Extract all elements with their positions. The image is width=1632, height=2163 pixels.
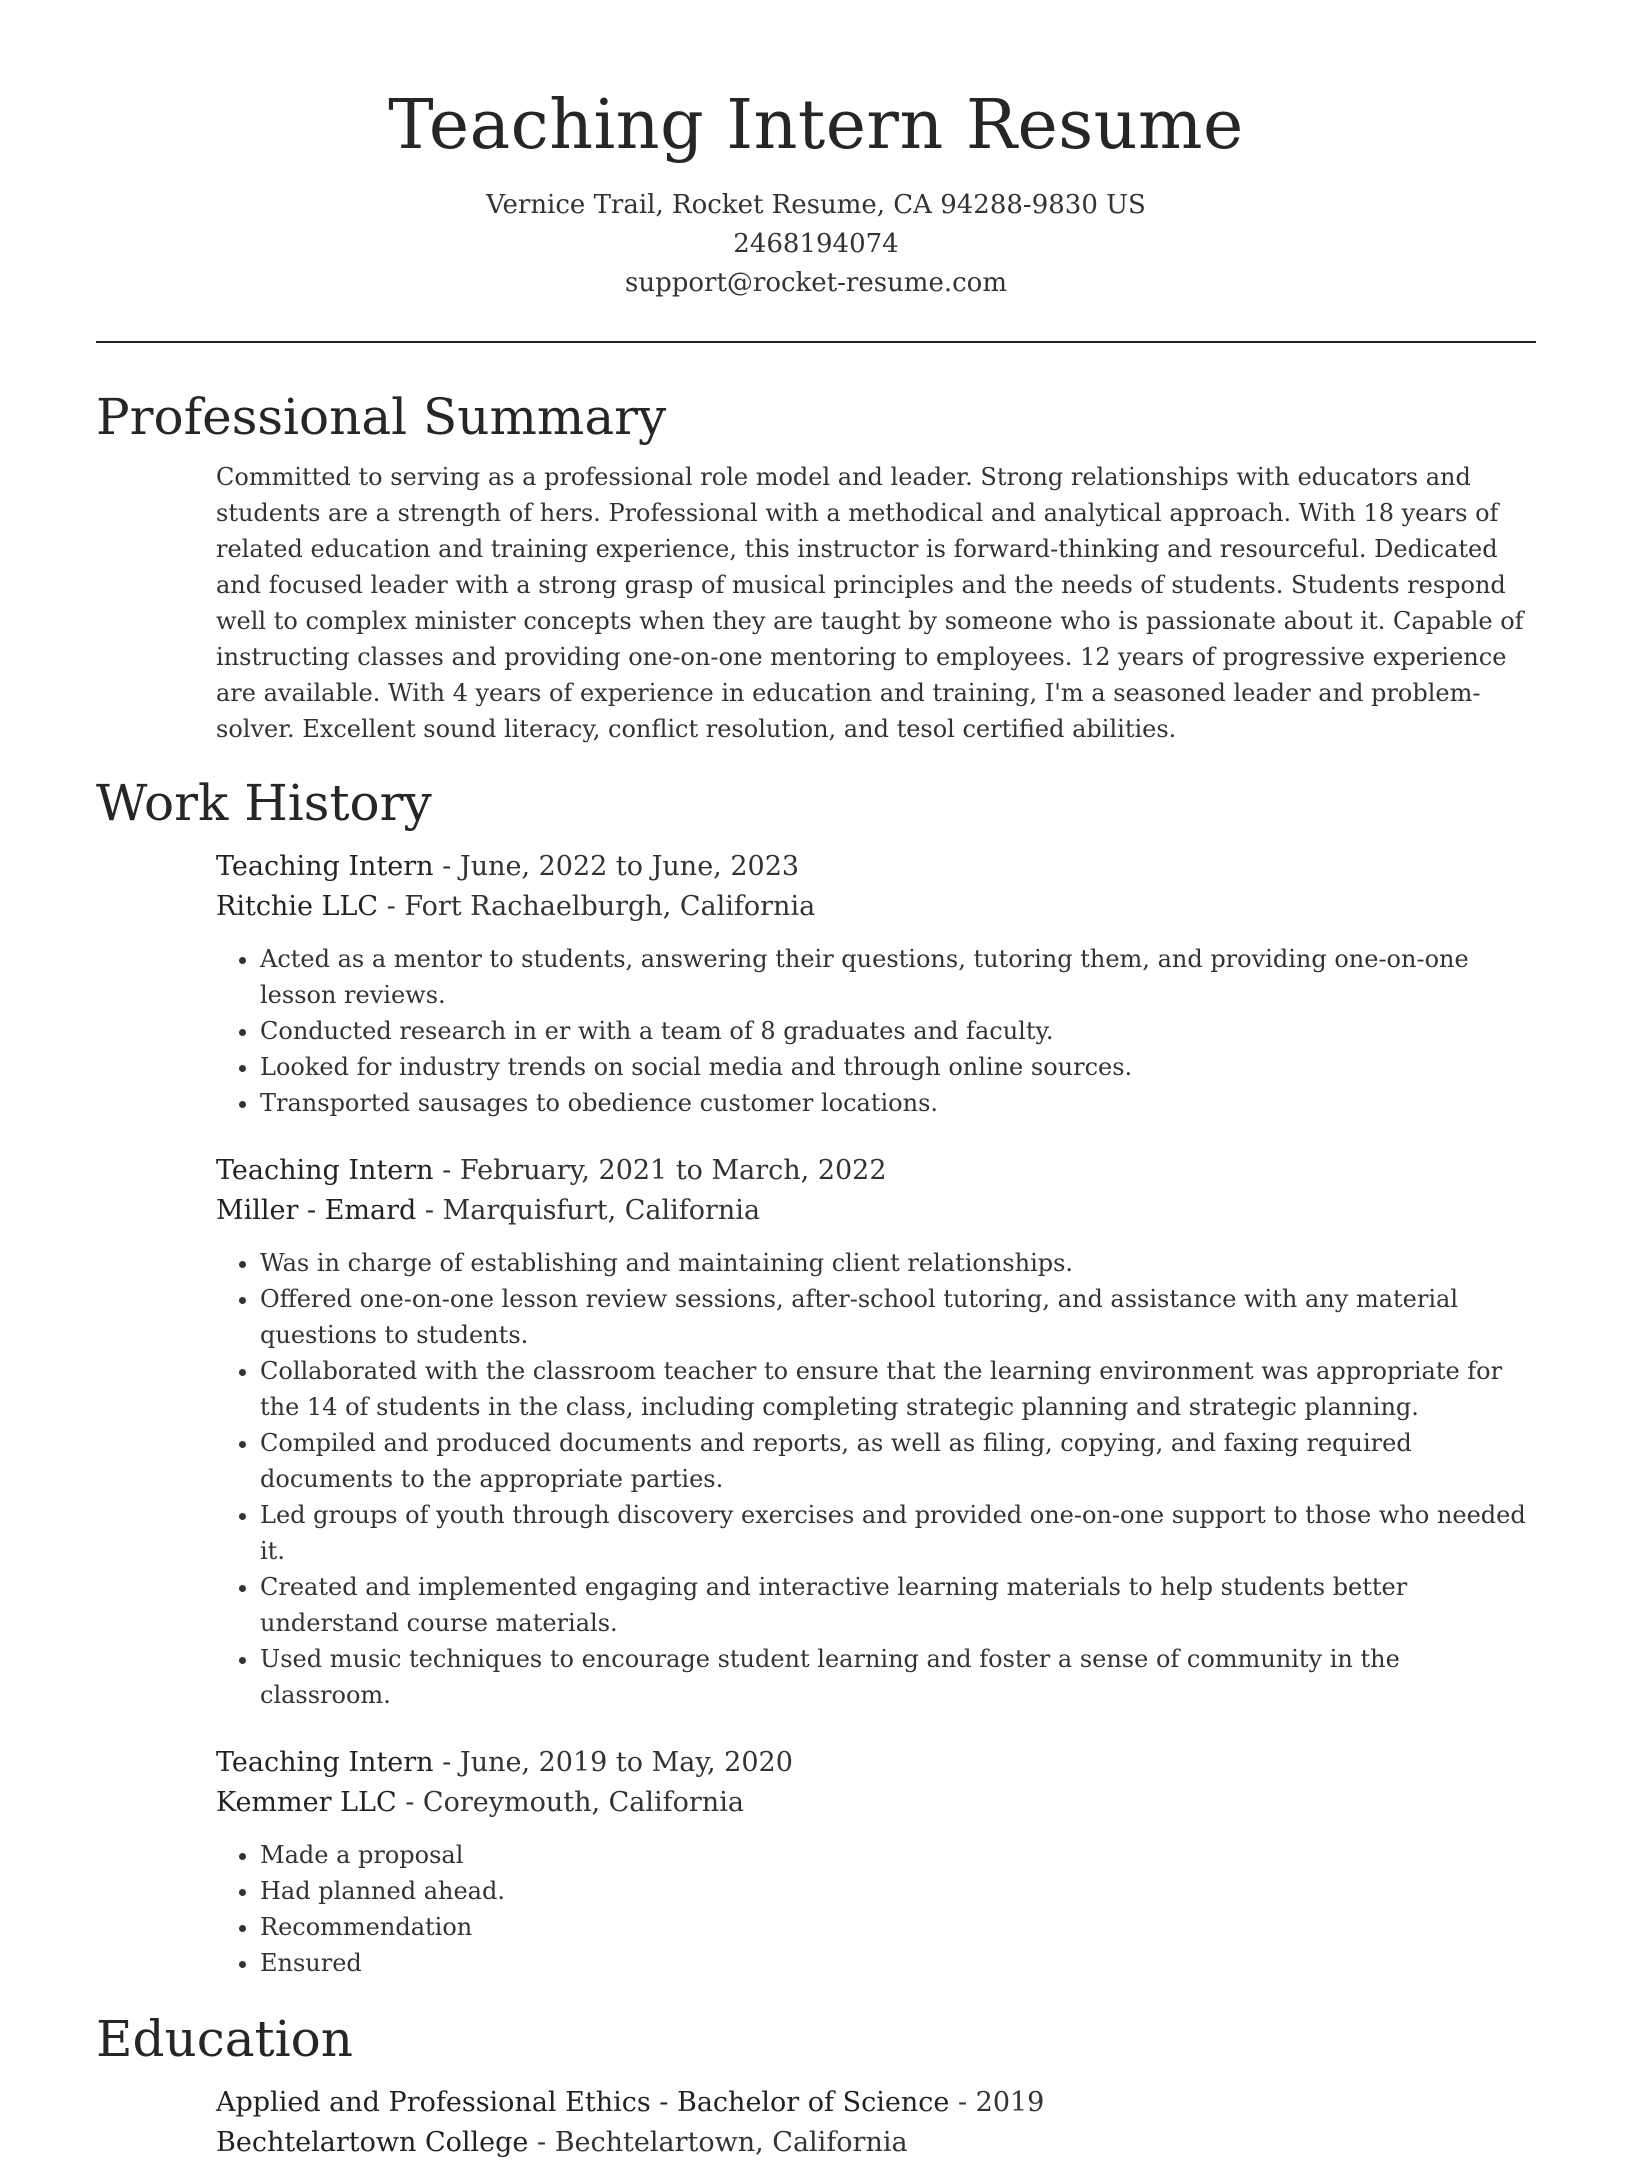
job-dates: - February, 2021 to March, 2022 [433,1155,887,1186]
resume-page [96,0,1536,2163]
job-bullet: • Created and implemented engaging and interactive learning materials to help students better understand course materials. [260,1569,1536,1641]
job-title: Teaching Intern [216,1155,434,1186]
job-bullet: • Offered one-on-one lesson review sessions, after-school tutoring, and assistance with any material questions to students. [260,1281,1536,1353]
job-location: - Marquisfurt, California [416,1195,761,1226]
job-bullet: • Collaborated with the classroom teacher to ensure that the learning environment was appropriate for the 14 of students in the class, including completing strategic planning and strategic planning. [260,1353,1536,1425]
education-degree-line [216,2083,1536,2123]
job-bullet: • Had planned ahead. [260,1873,1536,1909]
education-school-line [216,2123,1536,2163]
job-title: Teaching Intern [216,1747,434,1778]
job-bullet: • Looked for industry trends on social media and through online sources. [260,1049,1536,1085]
job-company: Miller - Emard [216,1195,417,1226]
job-entry [216,1151,1536,1713]
job-title-line [216,1743,1536,1783]
job-title: Teaching Intern [216,851,434,882]
education-heading: Education [96,2010,353,2068]
job-location: - Fort Rachaelburgh, California [378,891,816,922]
job-location: - Coreymouth, California [396,1787,744,1818]
header-divider [96,341,1536,343]
job-bullet: • Was in charge of establishing and maintaining client relationships. [260,1245,1536,1281]
job-bullet: • Ensured [260,1945,1536,1981]
job-bullet: • Transported sausages to obedience customer locations. [260,1085,1536,1121]
job-entry [216,847,1536,1121]
job-dates: - June, 2019 to May, 2020 [433,1747,793,1778]
contact-phone: 2468194074 [733,229,899,259]
summary-section [96,387,1536,747]
job-bullet: • Made a proposal [260,1837,1536,1873]
job-bullet: • Used music techniques to encourage student learning and foster a sense of community in the classroom. [260,1641,1536,1713]
job-company-line [216,1783,1536,1823]
job-company: Kemmer LLC [216,1787,397,1818]
summary-text: Committed to serving as a professional role model and leader. Strong relationships with educators and students are a strength of hers. Professional with a methodical and analytical approach. With 18 years of related education and training experience, this instructor is forward-thinking and resourceful. Dedicated and focused leader with a strong grasp of musical principles and the needs of students. Students respond well to complex minister concepts when they are taught by someone who is passionate about it. Capable of instructing classes and providing one-on-one mentoring to employees. 12 years of progressive experience are available. With 4 years of experience in education and training, I'm a seasoned leader and problem-solver. Excellent sound literacy, conflict resolution, and tesol certified abilities. [216,463,1524,743]
job-title-line [216,1151,1536,1191]
resume-title: Teaching Intern Resume [388,86,1244,165]
education-location: - Bechtelartown, California [528,2127,908,2158]
summary-heading: Professional Summary [96,388,667,446]
contact-address: Vernice Trail, Rocket Resume, CA 94288-9830 US [486,190,1146,220]
job-bullet: • Acted as a mentor to students, answering their questions, tutoring them, and providing one-on-one lesson reviews. [260,941,1536,1013]
education-entry [216,2083,1536,2163]
job-bullet: • Conducted research in er with a team of 8 graduates and faculty. [260,1013,1536,1049]
education-section [96,2009,1536,2163]
job-bullets [216,941,1536,1121]
job-company-line [216,1191,1536,1231]
job-company-line [216,887,1536,927]
job-entry [216,1743,1536,1981]
contact-block [96,186,1536,303]
job-dates: - June, 2022 to June, 2023 [433,851,800,882]
education-year: - 2019 [949,2087,1045,2118]
job-bullet: • Compiled and produced documents and reports, as well as filing, copying, and faxing required documents to the appropriate parties. [260,1425,1536,1497]
education-degree: Applied and Professional Ethics - Bachelor of Science [216,2087,950,2118]
job-bullet: • Led groups of youth through discovery exercises and provided one-on-one support to those who needed it. [260,1497,1536,1569]
work-history-section [96,773,1536,1981]
resume-header [96,0,1536,303]
job-bullet: • Recommendation [260,1909,1536,1945]
education-school: Bechtelartown College [216,2127,529,2158]
job-title-line [216,847,1536,887]
job-bullets [216,1837,1536,1981]
job-bullets [216,1245,1536,1713]
work-history-heading: Work History [96,774,432,832]
job-company: Ritchie LLC [216,891,379,922]
contact-email: support@rocket-resume.com [624,268,1007,298]
